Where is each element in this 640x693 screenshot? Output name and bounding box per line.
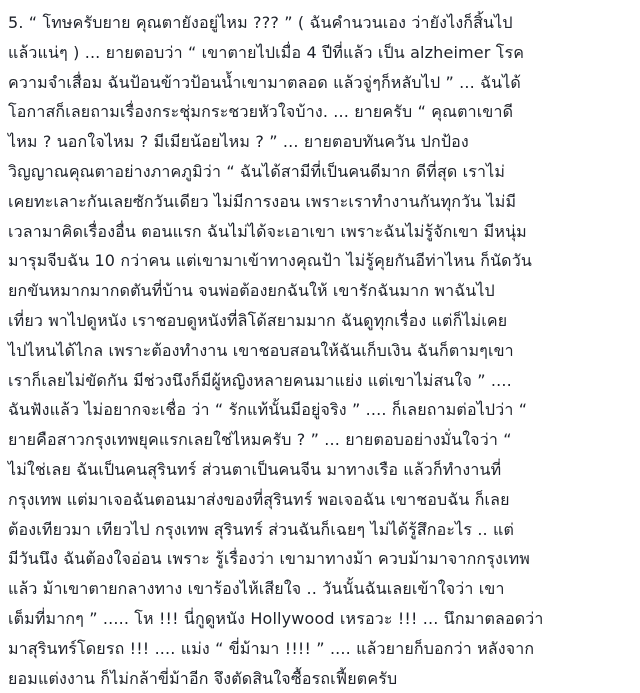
post-text-line: วิญญาณคุณตาอย่างภาคภูมิว่า “ ฉันได้สามีที่เป็นคนดีมาก ดีที่สุด เราไม่: [8, 161, 506, 181]
post-text-line: ความจำเสื่อม ฉันป้อนข้าวป้อนน้ำเขามาตลอด แล้วจู่ๆก็หลับไป ” ... ฉันได้: [8, 72, 521, 92]
post-text-line: โอกาสก็เลยถามเรื่องกระชุ่มกระชวยหัวใจบ้าง. ... ยายครับ “ คุณตาเขาดี: [8, 102, 514, 122]
post-text-line: ไม่ใช่เลย ฉันเป็นคนสุรินทร์ ส่วนตาเป็นคนจีน มาทางเรือ แล้วก็ทำงานที่: [8, 459, 502, 479]
post-text-line: เที่ยว พาไปดูหนัง เราชอบดูหนังที่ลิโด้สยามมาก ฉันดูทุกเรื่อง แต่ก็ไม่เคย: [8, 310, 508, 330]
post-text-line: ไหม ? นอกใจไหม ? มีเมียน้อยไหม ? ” ... ยายตอบทันควัน ปกป้อง: [8, 132, 469, 152]
post-text-line: มารุมจีบฉัน 10 กว่าคน แต่เขามาเข้าทางคุณป้า ไม่รู้คุยกันอีท่าไหน ก็นัดวัน: [8, 251, 532, 271]
post-text-line: มีวันนึง ฉันต้องใจอ่อน เพราะ รู้เรื่องว่า เขามาทางม้า ควบม้ามาจากกรุงเทพ: [8, 549, 530, 569]
post-text-line: แล้วแน่ๆ ) ... ยายตอบว่า “ เขาตายไปเมื่อ 4 ปีที่แล้ว เป็น alzheimer โรค: [8, 42, 525, 62]
post-text-line: แล้ว ม้าเขาตายกลางทาง เขาร้องไห้เสียใจ .. วันนั้นฉันเลยเข้าใจว่า เขา: [8, 579, 505, 599]
post-text-line: ยอมแต่งงาน ก็ไม่กล้าขี่ม้าอีก จึงตัดสินใจซื้อรถเฟี้ยตครับ: [8, 668, 398, 688]
post-text-line: ไปไหนได้ไกล เพราะต้องทำงาน เขาชอบสอนให้ฉันเก็บเงิน ฉันก็ตามๆเขา: [8, 340, 514, 360]
post-text-line: มาสุรินทร์โดยรถ !!! .... แม่ง “ ขี่ม้ามา !!!! ” .... แล้วยายก็บอกว่า หลังจาก: [8, 638, 535, 658]
post-text-line: เวลามาคิดเรื่องอื่น ตอนแรก ฉันไม่ได้จะเอาเขา เพราะฉันไม่รู้จักเขา มีหนุ่ม: [8, 221, 527, 241]
post-text-line: เราก็เลยไม่ขัดกัน มีช่วงนึงก็มีผู้หญิงหลายคนมาแย่ง แต่เขาไม่สนใจ ” ....: [8, 370, 512, 390]
post-text-line: กรุงเทพ แต่มาเจอฉันตอนมาส่งของที่สุรินทร์ พอเจอฉัน เขาชอบฉัน ก็เลย: [8, 489, 510, 509]
post-text-line: ยกขันหมากมากดตันที่บ้าน จนพ่อต้องยกฉันให้ เขารักฉันมาก พาฉันไป: [8, 281, 495, 301]
post-text-line: เคยทะเลาะกันเลยซักวันเดียว ไม่มีการงอน เพราะเราทำงานกันทุกวัน ไม่มี: [8, 191, 517, 211]
post-text-line: 5. “ โทษครับยาย คุณตายังอยู่ไหม ??? ” ( ฉันคำนวนเอง ว่ายังไงก็สิ้นไป: [8, 13, 513, 32]
post-text-line: ยายคือสาวกรุงเทพยุคแรกเลยใช่ไหมครับ ? ” ... ยายตอบอย่างมั่นใจว่า “: [8, 430, 512, 450]
post-text-line: เต็มที่มากๆ ” ..... โห !!! นี่กูดูหนัง Hollywood เหรอวะ !!! ... นึกมาตลอดว่า: [8, 608, 544, 628]
post-text-line: ต้องเทียวมา เทียวไป กรุงเทพ สุรินทร์ ส่วนฉันก็เฉยๆ ไม่ได้รู้สึกอะไร .. แต่: [8, 519, 515, 539]
post-text-line: ฉันฟังแล้ว ไม่อยากจะเชื่อ ว่า “ รักแท้นั้นมีอยู่จริง ” .... ก็เลยถามต่อไปว่า “: [8, 400, 528, 420]
